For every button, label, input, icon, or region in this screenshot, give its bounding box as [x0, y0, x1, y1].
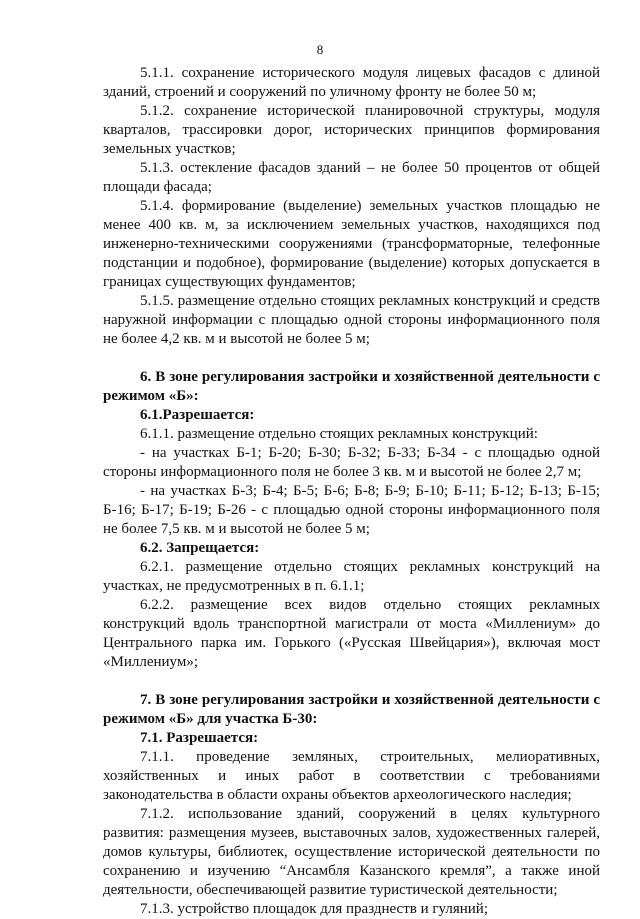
clause-5-1-3: 5.1.3. остекление фасадов зданий – не более 50 процентов от общей площади фасада; — [103, 160, 600, 195]
section-7-allowed-title: 7.1. Разрешается: — [140, 730, 259, 746]
clause-6-1-1-a: - на участках Б-1; Б-20; Б-30; Б-32; Б-33; Б-34 - с площадью одной стороны информационного поля не более 3 кв. м и высотой не более 2,7 м; — [103, 445, 600, 480]
section-7-heading: 7. В зоне регулирования застройки и хозяйственной деятельности с режимом «Б» для участка Б-30: — [103, 692, 600, 727]
clause-5-1-1: 5.1.1. сохранение исторического модуля лицевых фасадов с длиной зданий, строений и сооружений по уличному фронту не более 50 м; — [103, 65, 600, 100]
clause-6-2-2: 6.2.2. размещение всех видов отдельно стоящих рекламных конструкций вдоль транспортной магистрали от моста «Миллениум» до Центрального парка им. Горького («Русская Швейцария»), включая мост «Миллениум»; — [103, 597, 600, 670]
section-6-heading: 6. В зоне регулирования застройки и хозяйственной деятельности с режимом «Б»: — [103, 369, 600, 404]
clause-6-1-1: 6.1.1. размещение отдельно стоящих рекламных конструкций: — [140, 426, 538, 442]
section-6-forbidden-title: 6.2. Запрещается: — [140, 540, 260, 556]
document-body — [103, 64, 600, 919]
clause-5-1-5: 5.1.5. размещение отдельно стоящих рекламных конструкций и средств наружной информации с площадью одной стороны информационного поля не более 4,2 кв. м и высотой не более 5 м; — [103, 293, 600, 347]
clause-5-1-4: 5.1.4. формирование (выделение) земельных участков площадью не менее 400 кв. м, за исключением земельных участков, находящихся под инженерно-техническими сооружениями (трансформаторные, телефонные подстанции и подобное), формирование (выделение) которых допускается в границах существующих фундаментов; — [103, 198, 600, 290]
page-number: 8 — [316, 42, 324, 57]
clause-6-1-1-b: - на участках Б-3; Б-4; Б-5; Б-6; Б-8; Б-9; Б-10; Б-11; Б-12; Б-13; Б-15; Б-16; Б-17; Б-19; Б-26 - с площадью одной стороны информационного поля не более 7,5 кв. м и высотой не более 5 м; — [103, 483, 600, 537]
clause-5-1-2: 5.1.2. сохранение исторической планировочной структуры, модуля кварталов, трассировки дорог, исторических принципов формирования земельных участков; — [103, 103, 600, 157]
clause-6-2-1: 6.2.1. размещение отдельно стоящих рекламных конструкций на участках, не предусмотренных в п. 6.1.1; — [103, 559, 600, 594]
clause-7-1-1: 7.1.1. проведение земляных, строительных, мелиоративных, хозяйственных и иных работ в соответствии с требованиями законодательства в области охраны объектов археологического наследия; — [103, 749, 600, 803]
clause-7-1-3: 7.1.3. устройство площадок для празднеств и гуляний; — [140, 901, 489, 917]
clause-7-1-2: 7.1.2. использование зданий, сооружений в целях культурного развития: размещения музеев, выставочных залов, художественных галерей, домов культуры, библиотек, осуществление исторической деятельности по сохранению и изучению “Ансамбля Казанского кремля”, а также иной деятельности, обеспечивающей развитие туристической деятельности; — [103, 806, 600, 898]
section-6-allowed-title: 6.1.Разрешается: — [140, 407, 255, 423]
